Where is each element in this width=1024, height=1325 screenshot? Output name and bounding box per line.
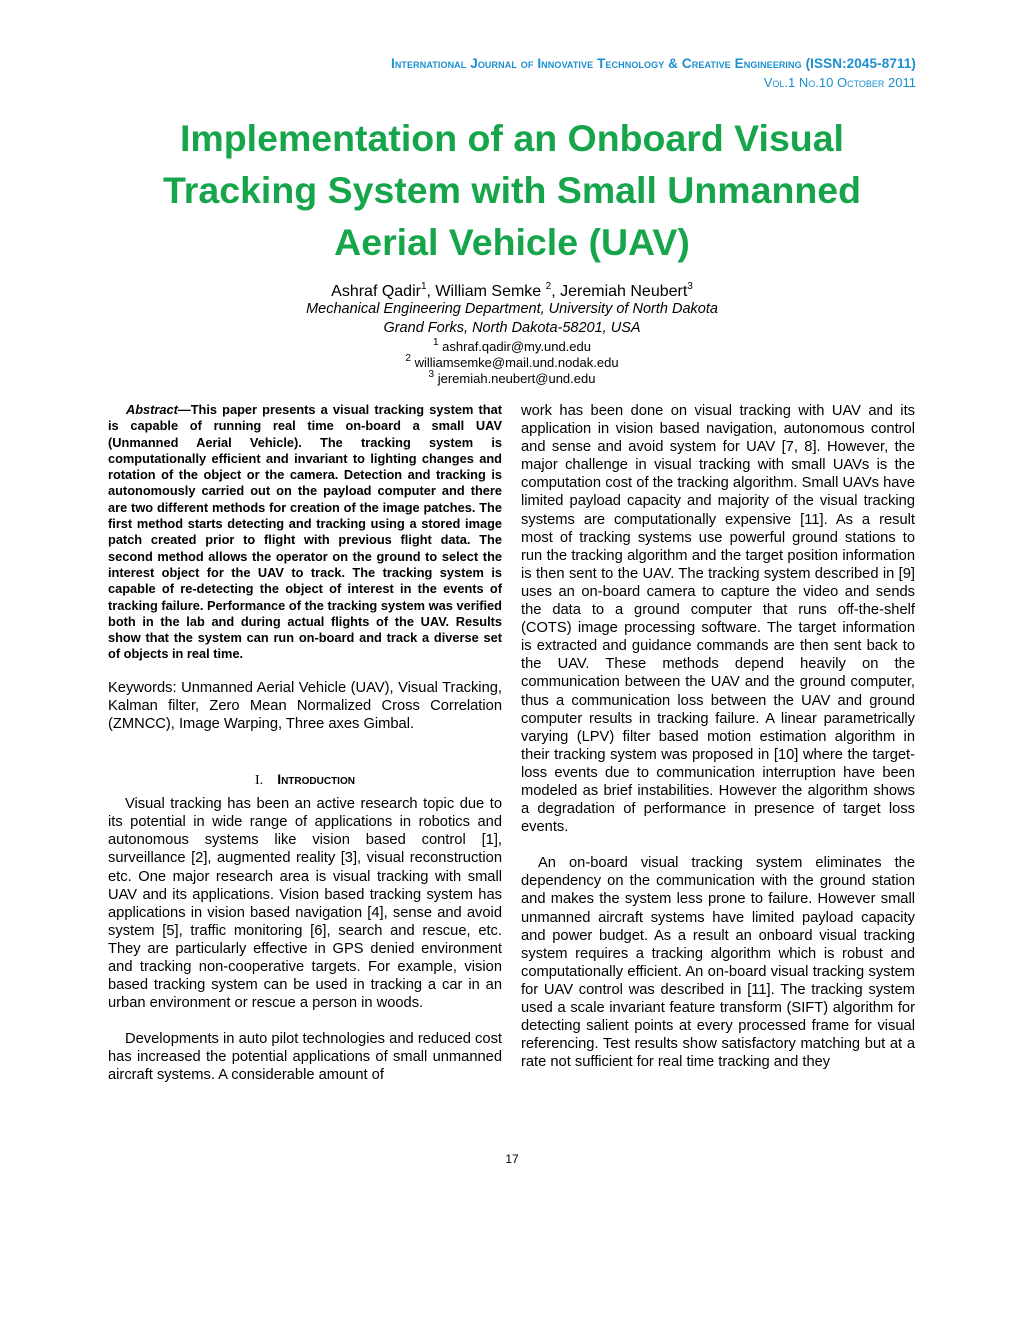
email-superscript: 2 [405, 353, 411, 364]
email-superscript: 3 [428, 369, 435, 380]
abstract [108, 402, 502, 663]
paper-title: Implementation of an Onboard Visual Tracking System with Small Unmanned Aerial Vehicle (UAV) [162, 117, 862, 263]
affiliation-location: Grand Forks, North Dakota-58201, USA [383, 320, 641, 336]
body-paragraph: Developments in auto pilot technologies and reduced cost has increased the potential applications of small unmanned aircraft systems. A considerable amount of [108, 1031, 502, 1084]
email-superscript: 1 [432, 337, 439, 348]
section-heading [108, 770, 502, 790]
author-email [0, 337, 1024, 354]
section-number: I. [255, 773, 264, 789]
author-name: Jeremiah Neubert [560, 283, 688, 300]
page-number: 17 [505, 1152, 519, 1166]
author-email [0, 353, 1024, 370]
journal-name: International Journal of Innovative Technology & Creative Engineering (ISSN:2045-8711) [390, 56, 916, 71]
abstract-lead: Abstract [126, 402, 178, 417]
author-superscript: 3 [687, 281, 693, 292]
author-line [0, 281, 1024, 301]
email-address[interactable]: jeremiah.neubert@und.edu [437, 371, 596, 386]
body-paragraph: work has been done on visual tracking with UAV and its application in vision based navigation, autonomous control and sense and avoid system for UAV [7, 8]. However, the major challenge in visual tracking with small UAVs is the computation cost of the tracking algorithm. Small UAVs have limited payload capacity and majority of the visual tracking systems are computationally expensive [11]. As a result most of tracking systems use powerful ground stations to run the tracking algorithm and the target position information is then sent to the UAV. The tracking system described in [9] uses an on-board camera to capture the video and sends the data to a ground computer that runs off-the-shelf (COTS) image processing software. The target information is extracted and guidance commands are then sent back to the UAV. These methods depend heavily on the communication between the UAV and the ground computer, thus a communication loss between the UAV and ground computer results in tracking failure. A linear parametrically varying (LPV) filter based motion estimation algorithm in their tracking system was proposed in [10] where the target-loss events due to communication interruption have been modeled as brief instabilities. However the algorithm shows a degradation of performance in presence of target loss events. [521, 403, 915, 836]
author-separator: , [551, 283, 561, 300]
email-address[interactable]: ashraf.qadir@my.und.edu [442, 339, 591, 354]
author-name: William Semke [435, 283, 542, 300]
author-separator: , [426, 283, 436, 300]
body-paragraph: Visual tracking has been an active research topic due to its potential in wide range of applications in robotics and autonomous systems like vision based control [1], surveillance [2], augmented reality [3], visual reconstruction etc. One major research area is visual tracking with small UAV and its applications. Vision based tracking system has applications in vision based navigation [4], sense and avoid system [5], traffic monitoring [6], search and rescue, etc. They are particularly effective in GPS denied environment and tracking non-cooperative targets. For example, vision based tracking system can be used in tracking a car in an urban environment or rescue a person in woods. [108, 796, 502, 1012]
journal-issue: Vol.1 No.10 October 2011 [763, 75, 916, 90]
keywords: Keywords: Unmanned Aerial Vehicle (UAV), Visual Tracking, Kalman filter, Zero Mean Normalized Cross Correlation (ZMNCC), Image Warping, Three axes Gimbal. [108, 679, 502, 732]
affiliation-department: Mechanical Engineering Department, University of North Dakota [306, 301, 718, 317]
body-paragraph: An on-board visual tracking system eliminates the dependency on the communication with the ground station and makes the system less prone to failure. However small unmanned aircraft systems have limited payload capacity and power budget. As a result an onboard visual tracking system requires a tracking algorithm which is robust and computationally efficient. An on-board visual tracking system for UAV control was described in [11]. The tracking system used a scale invariant feature transform (SIFT) algorithm for detecting salient points at every processed frame for visual referencing. Test results show satisfactory matching but at a rate not sufficient for real time tracking and they [521, 855, 915, 1071]
author-name: Ashraf Qadir [331, 283, 421, 300]
right-column [521, 402, 915, 1071]
author-superscript: 2 [545, 281, 552, 292]
section-title: Introduction [277, 771, 355, 788]
left-column [108, 402, 502, 1085]
author-superscript: 1 [420, 281, 427, 292]
email-address[interactable]: williamsemke@mail.und.nodak.edu [414, 355, 619, 370]
author-email [0, 369, 1024, 386]
abstract-text: —This paper presents a visual tracking system that is capable of running real time on-board a small UAV (Unmanned Aerial Vehicle). The tracking system is computationally efficient and invariant to lighting changes and rotation of the object or the camera. Detection and tracking is autonomously carried out on the payload computer and there are two different methods for creation of the image patches. The first method starts detecting and tracking using a stored image patch created prior to flight with previous flight data. The second method allows the operator on the ground to select the interest object for the UAV to track. The tracking system is capable of re-detecting the object of interest in the events of tracking failure. Performance of the tracking system was verified both in the lab and during actual flights of the UAV. Results show that the system can run on-board and track a diverse set of objects in real time. [108, 402, 502, 662]
